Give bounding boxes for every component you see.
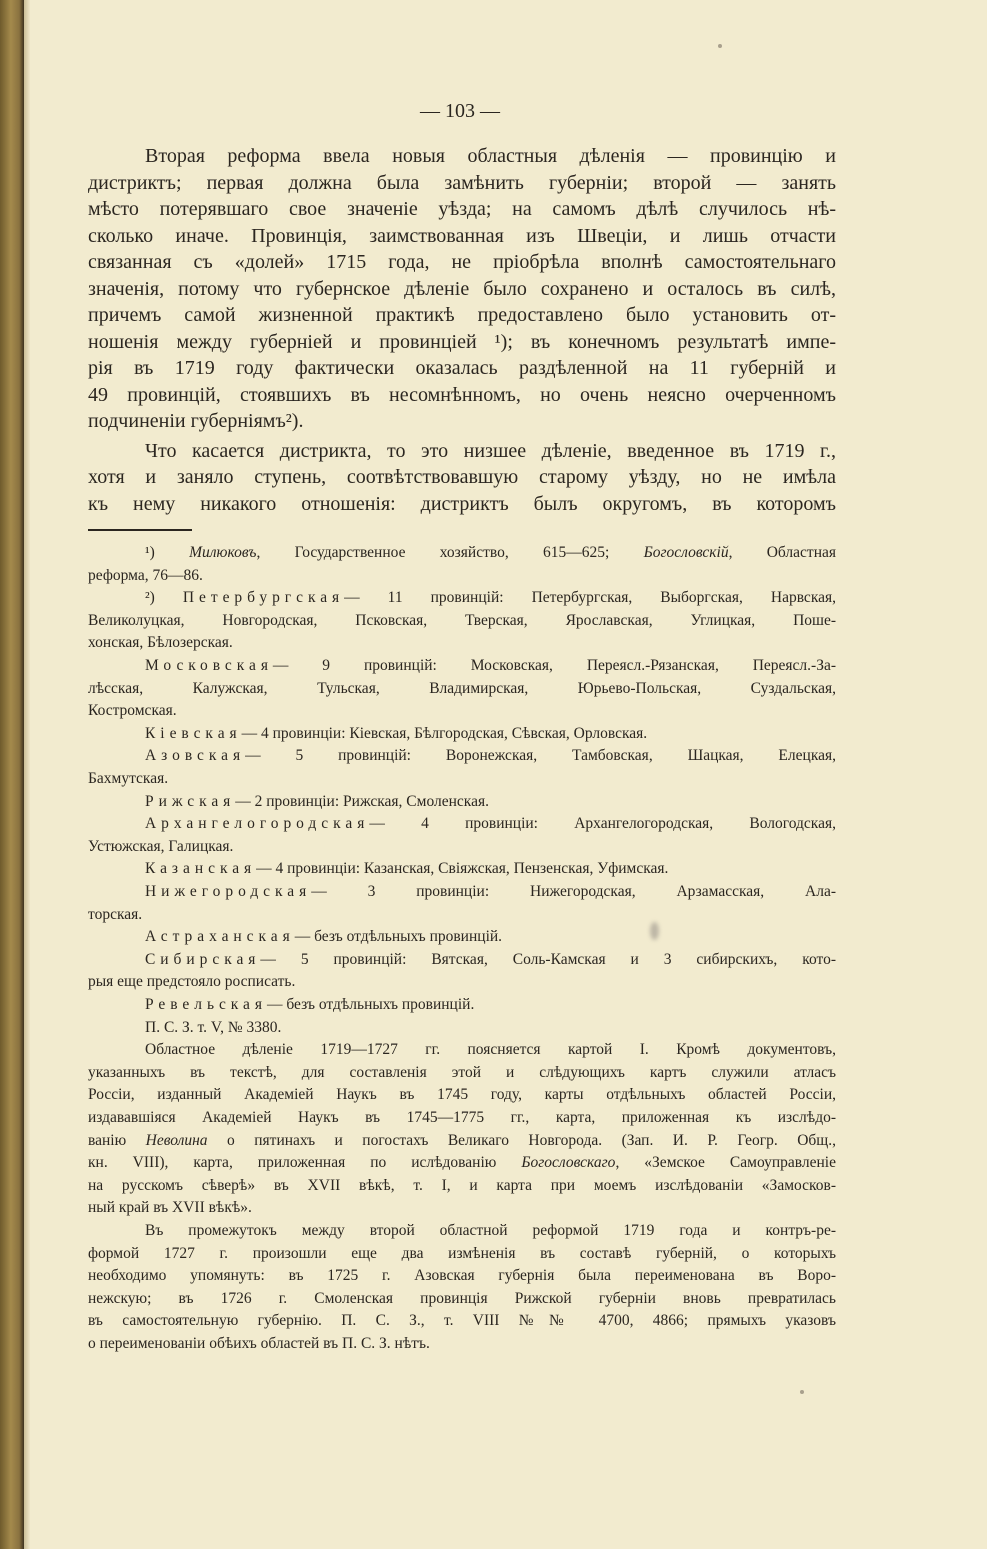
footnote-line: Устюжская, Галицкая.	[88, 838, 234, 855]
footnote-line: лѣсская, Калужская, Тульская, Владимирская, Юрьево-Польская, Суздальская,	[88, 680, 836, 697]
citation-text: , «Земское Самоуправленіе	[615, 1154, 836, 1171]
text-line: рія въ 1719 году фактически оказалась раздѣленной на 11 губерній и	[88, 357, 836, 379]
footnote-line: указанныхъ въ текстѣ, для составленія этой и слѣдующихъ картъ служили атласъ	[88, 1064, 836, 1081]
footnote-line: Областное дѣленіе 1719—1727 гг. поясняется картой I. Кромѣ документовъ,	[145, 1041, 836, 1058]
text-line: значенія, потому что губернское дѣленіе было сохранено и осталось въ силѣ,	[88, 278, 836, 300]
citation-text: , Государственное хозяйство, 615—625;	[256, 544, 644, 561]
footnote-line: Бахмутская.	[88, 770, 169, 787]
footnote-line	[145, 881, 836, 903]
gubernia-name: Астраханская	[145, 928, 295, 945]
province-list: — 5 провинцій: Вятская, Соль-Камская и 3 сибирскихъ, кото-	[260, 951, 836, 968]
gubernia-name: Кіевская	[145, 725, 242, 742]
footnote-line: рыя еще предстояло росписать.	[88, 973, 296, 990]
footnote-line	[145, 949, 836, 971]
citation-text: кн. VIII), карта, приложенная по ислѣдованію	[88, 1154, 522, 1171]
text-line: хотя и заняло ступень, соотвѣтствовавшую старому уѣзду, но не имѣла	[88, 466, 836, 488]
gubernia-name: Рижская	[145, 793, 236, 810]
footnote-line: Въ промежутокъ между второй областной реформой 1719 года и контръ-ре-	[145, 1222, 836, 1239]
text-line: дистриктъ; первая должна была замѣнить губерніи; второй — занять	[88, 172, 836, 194]
footnote-line	[145, 791, 836, 813]
province-list: — 3 провинціи: Нижегородская, Арзамасская, Ала-	[311, 883, 836, 900]
footnote-line: П. С. З. т. V, № 3380.	[145, 1019, 282, 1036]
text-line: мѣсто потерявшаго свое значеніе уѣзда; на самомъ дѣлѣ случилось нѣ-	[88, 198, 836, 220]
author-name: Милюковъ	[189, 544, 257, 561]
footnote-line	[88, 1152, 836, 1174]
text-line: Вторая реформа ввела новыя областныя дѣленія — провинцію и	[145, 145, 836, 167]
footnote-line: реформа, 76—86.	[88, 567, 203, 584]
text-line: связанная съ «долей» 1715 года, не пріобрѣла вполнѣ самостоятельнаго	[88, 251, 836, 273]
gubernia-name: Казанская	[145, 860, 257, 877]
citation-text: о пятинахъ и погостахъ Великаго Новгорода. (Зап. И. Р. Геогр. Общ.,	[207, 1132, 836, 1149]
paper-speck	[718, 44, 722, 48]
page-number: — 103 —	[420, 100, 500, 122]
gubernia-name: Московская	[145, 657, 273, 674]
footnote-line: торская.	[88, 906, 143, 923]
province-list: — 4 провинціи: Кіевская, Бѣлгородская, Сѣвская, Орловская.	[241, 725, 648, 742]
footnote-line: Россіи, изданный Академіей Наукъ въ 1745 году, карты отдѣльныхъ областей Россіи,	[88, 1086, 836, 1103]
footnote-line: въ самостоятельную губернію. П. С. З., т. VIII №№ 4700, 4866; прямыхъ указовъ	[88, 1312, 836, 1329]
footnote-line: на русскомъ сѣверѣ» въ XVII вѣкѣ, т. I, и карта при моемъ изслѣдованіи «Замосков-	[88, 1177, 836, 1194]
province-list: — 9 провинцій: Московская, Переясл.-Рязанская, Переясл.-За-	[272, 657, 836, 674]
gubernia-name: Азовская	[145, 747, 246, 764]
citation-text: ванію	[88, 1132, 146, 1149]
text-line: подчиненіи губерніямъ²).	[88, 410, 304, 432]
author-name: Богословскій	[643, 544, 729, 561]
footnote-line	[145, 723, 836, 745]
footnote-line: Костромская.	[88, 702, 177, 719]
province-list: — 2 провинціи: Рижская, Смоленская.	[235, 793, 489, 810]
footnote-line: нежскую; въ 1726 г. Смоленская провинція Рижской губерніи вновь превратилась	[88, 1290, 836, 1307]
paper-speck	[800, 1390, 804, 1394]
text-line: Что касается дистрикта, то это низшее дѣленіе, введенное въ 1719 г.,	[145, 440, 836, 462]
gubernia-name: Ревельская	[145, 996, 267, 1013]
footnote-line: Великолуцкая, Новгородская, Псковская, Тверская, Ярославская, Углицкая, Поше-	[88, 612, 836, 629]
gubernia-name: Петербургская	[182, 589, 345, 606]
text-line: къ нему никакого отношенія: дистриктъ былъ округомъ, въ которомъ	[88, 493, 836, 515]
gubernia-name: Нижегородская	[145, 883, 312, 900]
province-list: — 4 провинціи: Казанская, Свіяжская, Пензенская, Уфимская.	[256, 860, 669, 877]
text-line: 49 провинцій, стоявшихъ въ несомнѣнномъ, но очень неясно очерченномъ	[88, 384, 836, 406]
footnote-line: необходимо упомянуть: въ 1725 г. Азовская губернія была переименована въ Воро-	[88, 1267, 836, 1284]
province-list: — безъ отдѣльныхъ провинцій.	[267, 996, 475, 1013]
gubernia-name: Архангелогородская	[145, 815, 370, 832]
text-line: сколько иначе. Провинція, заимствованная изъ Швеціи, и лишь отчасти	[88, 225, 836, 247]
footnote-marker: ²)	[145, 589, 183, 606]
footnote-line: формой 1727 г. произошли еще два измѣненія въ составѣ губерній, о которыхъ	[88, 1245, 836, 1262]
province-list: — 11 провинцій: Петербургская, Выборгская, Нарвская,	[344, 589, 836, 606]
page-gutter	[24, 0, 30, 1549]
footnote-line: издававшіяся Академіей Наукъ въ 1745—1775 гг., карта, приложенная къ изслѣдо-	[88, 1109, 836, 1126]
footnote-line	[145, 587, 836, 609]
footnote-line: ный край въ XVII вѣкѣ».	[88, 1199, 252, 1216]
footnote-line	[145, 745, 836, 767]
text-line: ношенія между губерніей и провинціей ¹); въ конечномъ результатѣ импе-	[88, 331, 836, 353]
footnote-line	[145, 813, 836, 835]
footnote-marker: ¹)	[145, 544, 190, 561]
footnote-line	[145, 542, 836, 564]
book-spine-edge	[0, 0, 24, 1549]
footnote-line	[145, 926, 836, 948]
footnote-line	[145, 858, 836, 880]
footnote-line	[88, 1130, 836, 1152]
author-name: Богословскаго	[521, 1154, 616, 1171]
footnote-line: хонская, Бѣлозерская.	[88, 634, 233, 651]
footnote-line: о переименованіи обѣихъ областей въ П. С. З. нѣтъ.	[88, 1335, 430, 1352]
footnote-line	[145, 994, 836, 1016]
citation-text: , Областная	[728, 544, 837, 561]
footnote-separator	[88, 529, 192, 531]
province-list: — 4 провинціи: Архангелогородская, Вологодская,	[369, 815, 836, 832]
text-line: причемъ самой жизненной практикѣ предоставлено было установить от-	[88, 304, 836, 326]
gubernia-name: Сибирская	[145, 951, 261, 968]
province-list: — безъ отдѣльныхъ провинцій.	[294, 928, 503, 945]
footnote-line	[145, 655, 836, 677]
author-name: Неволина	[145, 1132, 208, 1149]
province-list: — 5 провинцій: Воронежская, Тамбовская, Шацкая, Елецкая,	[245, 747, 836, 764]
